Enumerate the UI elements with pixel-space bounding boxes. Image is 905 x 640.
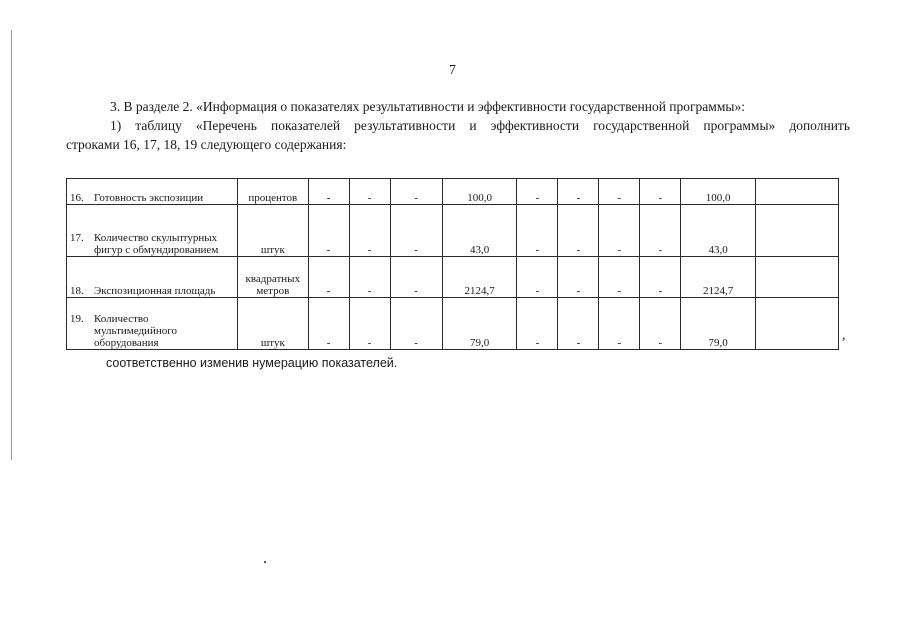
dash-cell: - [640,257,681,298]
dash-cell: - [390,179,442,205]
total-cell: 100,0 [681,179,756,205]
dash-cell: - [640,298,681,350]
dash-cell: - [390,205,442,257]
dash-cell: - [599,179,640,205]
paragraph-item-1: 1) таблицу «Перечень показателей результативности и эффективности государственной программы» дополнить [110,118,850,133]
dash-cell: - [390,298,442,350]
dash-cell: - [349,179,390,205]
empty-cell [756,298,839,350]
empty-cell [756,179,839,205]
dash-cell: - [558,205,599,257]
dash-cell: - [640,205,681,257]
indicators-table [66,178,839,350]
indicator-name-cell [67,298,238,350]
dash-cell: - [558,179,599,205]
table-row [67,205,839,257]
dash-cell: - [308,257,349,298]
indicator-name-cell [67,179,238,205]
dash-cell: - [517,205,558,257]
paragraph-renumbering: соответственно изменив нумерацию показателей. [106,356,398,370]
row-number: 19. [70,313,84,325]
empty-cell [756,257,839,298]
dash-cell: - [390,257,442,298]
indicator-name: Готовность экспозиции [94,192,204,204]
table-row [67,179,839,205]
unit-cell: квадратных метров [237,257,308,298]
dash-cell: - [349,257,390,298]
unit-cell: процентов [237,179,308,205]
dash-cell: - [517,257,558,298]
dash-cell: - [308,205,349,257]
paragraph-section-3: 3. В разделе 2. «Информация о показателях результативности и эффективности государственной программы»: [110,99,745,114]
table-row [67,298,839,350]
value-cell: 2124,7 [442,257,517,298]
table-row [67,257,839,298]
dash-cell: - [599,257,640,298]
value-cell: 100,0 [442,179,517,205]
indicator-name: Количество скульптурных фигур с обмундированием [94,232,219,256]
total-cell: 2124,7 [681,257,756,298]
indicator-name: Экспозиционная площадь [94,285,216,297]
page-number: 7 [449,62,456,77]
value-cell: 43,0 [442,205,517,257]
indicator-name: Количество мультимедийного оборудования [94,313,177,349]
dash-cell: - [349,298,390,350]
dash-cell: - [599,298,640,350]
dash-cell: - [517,298,558,350]
dash-cell: - [599,205,640,257]
unit-cell: штук [237,298,308,350]
total-cell: 43,0 [681,205,756,257]
dash-cell: - [349,205,390,257]
dash-cell: - [308,298,349,350]
empty-cell [756,205,839,257]
dash-cell: - [308,179,349,205]
scan-speck [264,561,266,563]
page-edge-line [11,30,12,460]
row-number: 16. [70,192,84,204]
row-number: 18. [70,285,84,297]
dash-cell: - [558,298,599,350]
total-cell: 79,0 [681,298,756,350]
row-number: 17. [70,232,84,244]
dash-cell: - [640,179,681,205]
indicator-name-cell [67,205,238,257]
closing-comma: , [842,328,846,343]
dash-cell: - [517,179,558,205]
paragraph-item-1-continuation: строками 16, 17, 18, 19 следующего содержания: [66,137,347,152]
value-cell: 79,0 [442,298,517,350]
unit-cell: штук [237,205,308,257]
indicator-name-cell [67,257,238,298]
dash-cell: - [558,257,599,298]
